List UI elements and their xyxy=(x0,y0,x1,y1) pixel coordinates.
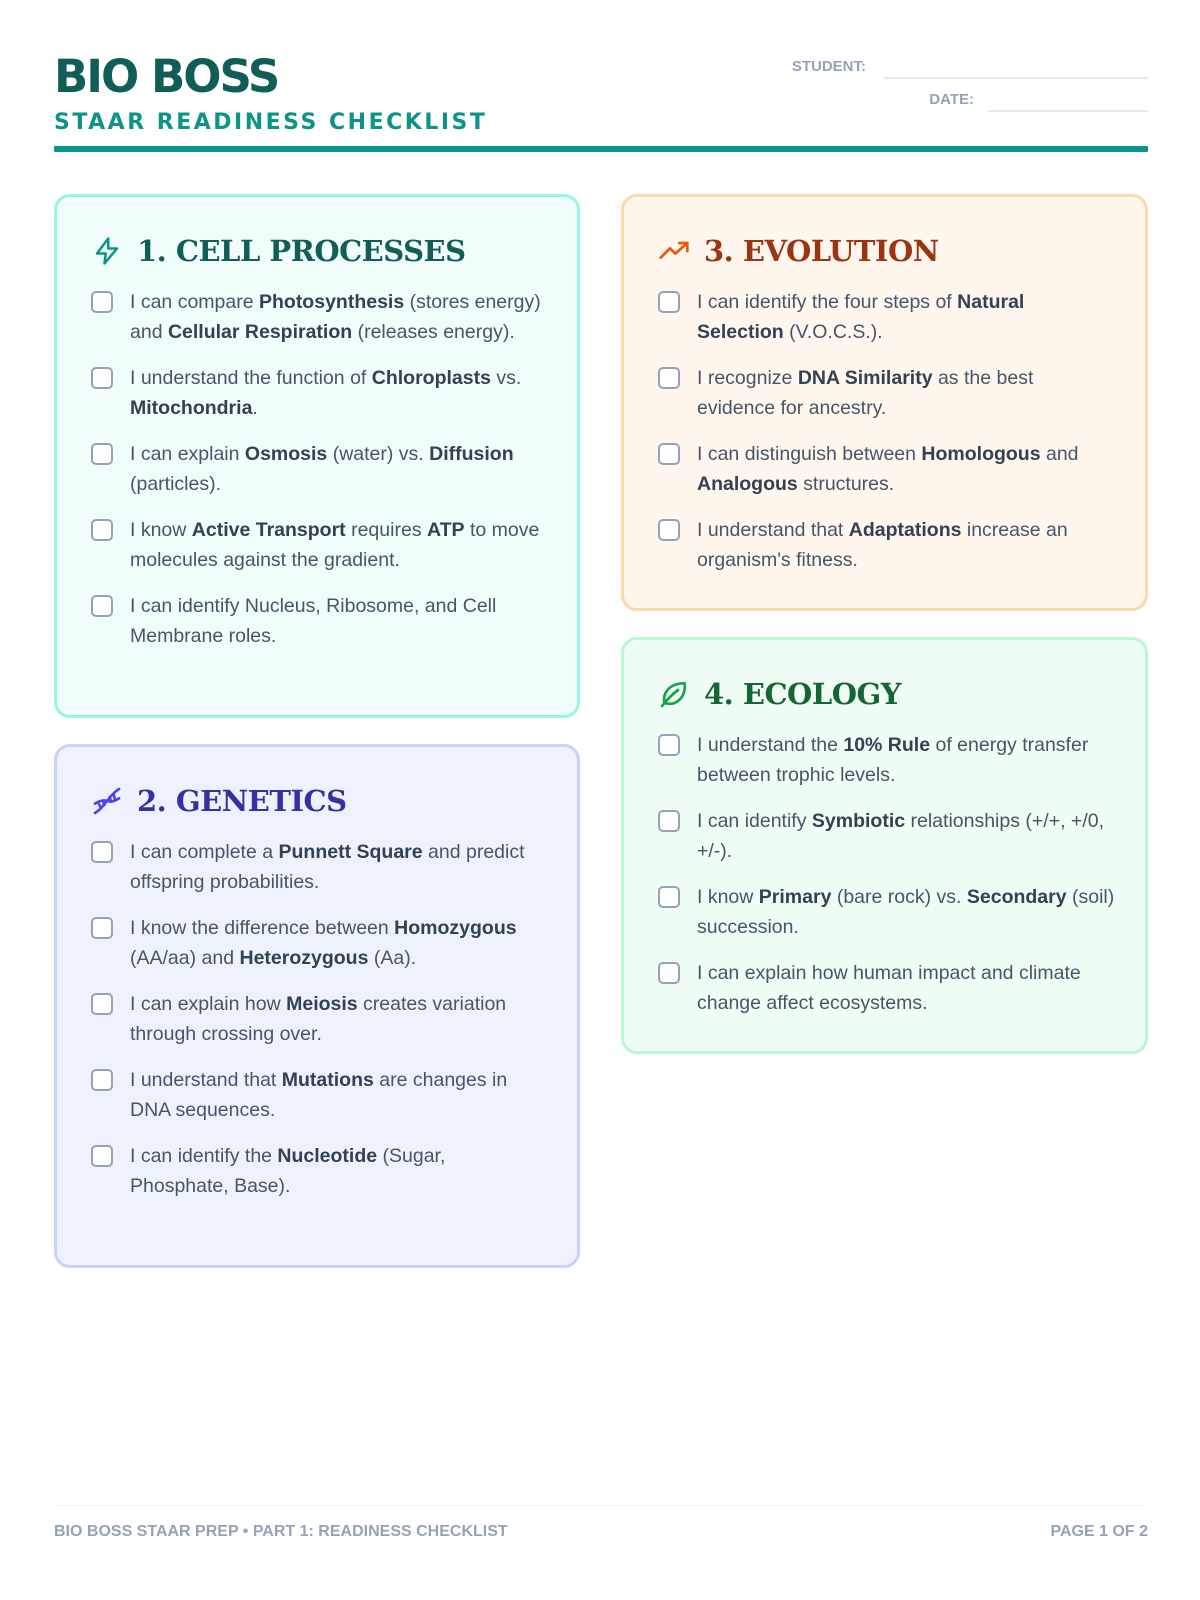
checklist-item-text xyxy=(697,515,1115,575)
checkbox[interactable] xyxy=(91,595,113,617)
date-line[interactable] xyxy=(988,110,1148,112)
checklist xyxy=(91,287,547,667)
footer-text: BIO BOSS STAAR PREP • PART 1: READINESS CHECKLIST xyxy=(54,1523,508,1540)
key-term: Homozygous xyxy=(394,917,517,939)
item-text-segment: and predict offspring probabilities. xyxy=(130,841,525,893)
checkbox[interactable] xyxy=(658,443,680,465)
key-term: ATP xyxy=(426,519,465,541)
key-term: Diffusion xyxy=(429,443,514,465)
page-number: PAGE 1 OF 2 xyxy=(1050,1523,1148,1540)
section-title: 2. GENETICS xyxy=(137,784,347,818)
item-text-segment: (soil) succession. xyxy=(697,886,1115,938)
checkbox[interactable] xyxy=(91,291,113,313)
checklist-item[interactable] xyxy=(91,837,547,897)
key-term: Mitochondria xyxy=(130,397,253,419)
checklist-item-text xyxy=(697,958,1115,1018)
leaf-icon xyxy=(658,678,690,710)
section-header xyxy=(658,231,939,271)
checkbox[interactable] xyxy=(91,519,113,541)
key-term: Heterozygous xyxy=(239,947,369,969)
checklist-item[interactable] xyxy=(658,958,1115,1018)
item-text-segment: and xyxy=(1040,443,1079,465)
item-text-segment: I understand the function of xyxy=(130,367,372,389)
item-text-segment: I understand that xyxy=(697,519,849,541)
checklist-item-text xyxy=(697,882,1115,942)
page-subtitle: STAAR READINESS CHECKLIST xyxy=(54,110,488,135)
checklist-item-text xyxy=(697,806,1115,866)
item-text-segment: I can explain how xyxy=(130,993,287,1015)
checklist-item-text xyxy=(130,591,547,651)
item-text-segment: are changes in DNA sequences. xyxy=(130,1069,508,1121)
item-text-segment: relationships (+/+, +/0, +/-). xyxy=(697,810,1104,862)
item-text-segment: I can explain how human impact and climate change affect ecosystems. xyxy=(697,962,1081,1014)
item-text-segment: I can identify the xyxy=(130,1145,278,1167)
checklist-item[interactable] xyxy=(91,1141,547,1201)
checklist xyxy=(658,287,1115,591)
key-term: Photosynthesis xyxy=(258,291,405,313)
item-text-segment: as the best evidence for ancestry. xyxy=(697,367,1034,419)
section-header xyxy=(91,231,466,271)
checkbox[interactable] xyxy=(658,962,680,984)
checklist xyxy=(658,730,1115,1034)
checklist-item[interactable] xyxy=(91,1065,547,1125)
student-name-line[interactable] xyxy=(884,77,1148,79)
item-text-segment: increase an organism's fitness. xyxy=(697,519,1068,571)
checkbox[interactable] xyxy=(91,1069,113,1091)
item-text-segment: . xyxy=(252,397,258,419)
checklist-item[interactable] xyxy=(91,591,547,651)
checklist-item[interactable] xyxy=(91,913,547,973)
checklist-item-text xyxy=(130,515,547,575)
checklist-item-text xyxy=(697,363,1115,423)
checkbox[interactable] xyxy=(91,367,113,389)
checklist-item-text xyxy=(697,287,1115,347)
section-title: 3. EVOLUTION xyxy=(704,234,939,268)
checklist-item[interactable] xyxy=(658,806,1115,866)
item-text-segment: (releases energy). xyxy=(352,321,515,343)
checklist-item[interactable] xyxy=(91,989,547,1049)
item-text-segment: I can complete a xyxy=(130,841,279,863)
checklist-item-text xyxy=(130,287,547,347)
checkbox[interactable] xyxy=(91,917,113,939)
item-text-segment: (particles). xyxy=(130,473,222,495)
checklist-page xyxy=(54,0,1148,1600)
key-term: Homologous xyxy=(921,443,1041,465)
item-text-segment: (stores energy) and xyxy=(130,291,541,343)
checklist-item[interactable] xyxy=(658,515,1115,575)
footer-divider xyxy=(54,1505,1148,1506)
item-text-segment: I can identify Nucleus, Ribosome, and Cell Membrane roles. xyxy=(130,595,497,647)
key-term: Mutations xyxy=(281,1069,374,1091)
header-divider xyxy=(54,146,1148,152)
page-title: BIO BOSS xyxy=(54,50,279,103)
checklist-item-text xyxy=(130,1065,547,1125)
checkbox[interactable] xyxy=(658,886,680,908)
checklist-item-text xyxy=(130,1141,547,1201)
checklist-item[interactable] xyxy=(91,439,547,499)
checkbox[interactable] xyxy=(658,810,680,832)
checklist-item-text xyxy=(130,913,547,973)
checklist-item-text xyxy=(130,989,547,1049)
section-genetics xyxy=(54,744,580,1268)
checkbox[interactable] xyxy=(91,1145,113,1167)
checkbox[interactable] xyxy=(91,841,113,863)
checklist-item-text xyxy=(130,363,547,423)
key-term: Secondary xyxy=(966,886,1067,908)
key-term: Natural Selection xyxy=(697,291,1025,343)
brand xyxy=(54,52,487,137)
section-title: 1. CELL PROCESSES xyxy=(137,234,466,268)
checklist-item-text xyxy=(130,837,547,897)
section-title: 4. ECOLOGY xyxy=(704,677,901,711)
section-header xyxy=(91,781,347,821)
item-text-segment: to move molecules against the gradient. xyxy=(130,519,540,571)
checkbox[interactable] xyxy=(658,291,680,313)
checkbox[interactable] xyxy=(658,734,680,756)
key-term: Chloroplasts xyxy=(371,367,491,389)
item-text-segment: I can identify the four steps of xyxy=(697,291,958,313)
checklist-item[interactable] xyxy=(91,363,547,423)
checklist-item-text xyxy=(697,730,1115,790)
date-row xyxy=(768,89,1148,122)
key-term: Punnett Square xyxy=(278,841,423,863)
checkbox[interactable] xyxy=(658,367,680,389)
date-label: DATE: xyxy=(929,91,974,108)
checklist-item[interactable] xyxy=(91,287,547,347)
trending-up-icon xyxy=(658,235,690,267)
student-label: STUDENT: xyxy=(791,58,866,75)
item-text-segment: (V.O.C.S.). xyxy=(783,321,883,343)
item-text-segment: I can distinguish between xyxy=(697,443,922,465)
checklist-item[interactable] xyxy=(658,882,1115,942)
key-term: Osmosis xyxy=(244,443,328,465)
checkbox[interactable] xyxy=(91,993,113,1015)
section-ecology xyxy=(621,637,1148,1054)
key-term: Primary xyxy=(758,886,832,908)
item-text-segment: I know the difference between xyxy=(130,917,395,939)
checklist xyxy=(91,837,547,1217)
key-term: 10% Rule xyxy=(843,734,931,756)
key-term: Nucleotide xyxy=(277,1145,378,1167)
student-info xyxy=(768,56,1148,122)
item-text-segment: structures. xyxy=(797,473,895,495)
key-term: Analogous xyxy=(697,473,798,495)
item-text-segment: creates variation through crossing over. xyxy=(130,993,507,1045)
item-text-segment: I understand the xyxy=(697,734,844,756)
key-term: Active Transport xyxy=(191,519,346,541)
page-header xyxy=(54,52,1148,152)
checklist-item[interactable] xyxy=(658,439,1115,499)
key-term: Adaptations xyxy=(848,519,962,541)
key-term: DNA Similarity xyxy=(797,367,933,389)
item-text-segment: I can compare xyxy=(130,291,259,313)
item-text-segment: I can explain xyxy=(130,443,245,465)
checklist-item-text xyxy=(697,439,1115,499)
item-text-segment: of energy transfer between trophic levels. xyxy=(697,734,1089,786)
lightning-bolt-icon xyxy=(91,235,123,267)
item-text-segment: (Sugar, Phosphate, Base). xyxy=(130,1145,446,1197)
dna-icon xyxy=(91,785,123,817)
item-text-segment: I understand that xyxy=(130,1069,282,1091)
item-text-segment: (AA/aa) and xyxy=(130,947,240,969)
key-term: Cellular Respiration xyxy=(167,321,353,343)
section-cell-processes xyxy=(54,194,580,718)
checklist-item[interactable] xyxy=(91,515,547,575)
item-text-segment: requires xyxy=(345,519,427,541)
item-text-segment: vs. xyxy=(490,367,522,389)
key-term: Meiosis xyxy=(286,993,358,1015)
item-text-segment: I can identify xyxy=(697,810,812,832)
item-text-segment: I know xyxy=(697,886,759,908)
checklist-item[interactable] xyxy=(658,363,1115,423)
section-header xyxy=(658,674,901,714)
checklist-item[interactable] xyxy=(658,287,1115,347)
checklist-item[interactable] xyxy=(658,730,1115,790)
item-text-segment: (Aa). xyxy=(368,947,417,969)
item-text-segment: I know xyxy=(130,519,192,541)
student-row xyxy=(768,56,1148,89)
item-text-segment: (bare rock) vs. xyxy=(831,886,967,908)
checklist-item-text xyxy=(130,439,547,499)
key-term: Symbiotic xyxy=(811,810,906,832)
checkbox[interactable] xyxy=(91,443,113,465)
section-evolution xyxy=(621,194,1148,611)
checkbox[interactable] xyxy=(658,519,680,541)
item-text-segment: I recognize xyxy=(697,367,798,389)
item-text-segment: (water) vs. xyxy=(327,443,430,465)
